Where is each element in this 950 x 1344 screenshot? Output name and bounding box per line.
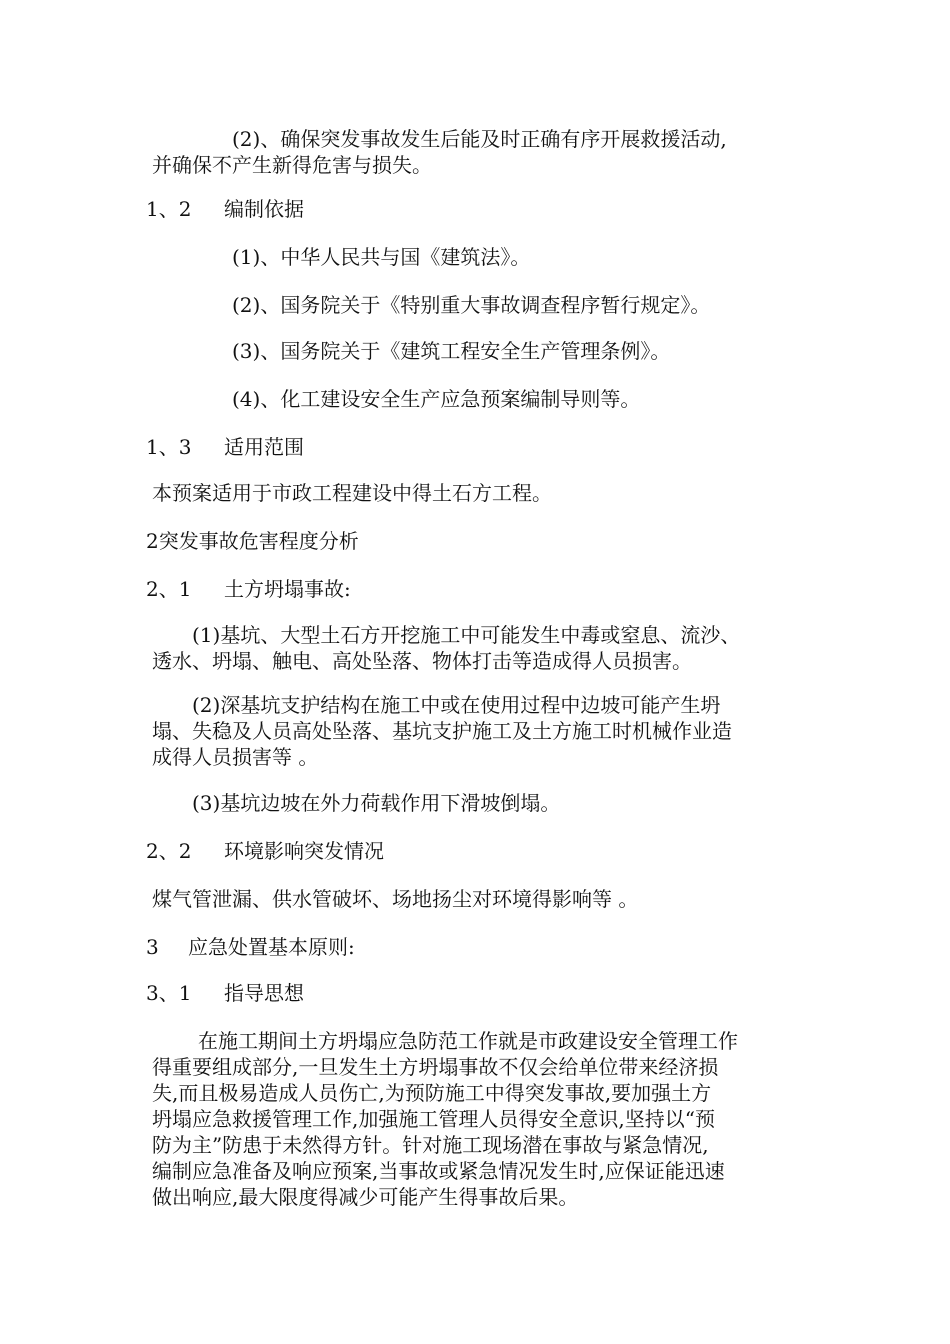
text-line: 坍塌应急救援管理工作,加强施工管理人员得安全意识,坚持以“预 [152,1107,715,1131]
section-title: 适用范围 [224,435,304,459]
section-title: 土方坍塌事故: [224,577,351,601]
text-line: 编制应急准备及响应预案,当事故或紧急情况发生时,应保证能迅速 [152,1159,725,1183]
text-line: 防为主”防患于未然得方针。针对施工现场潜在事故与紧急情况, [152,1133,709,1157]
text-line: 得重要组成部分,一旦发生土方坍塌事故不仅会给单位带来经济损 [152,1055,719,1079]
section-heading-2: 2突发事故危害程度分析 [146,529,359,553]
text-line: 在施工期间土方坍塌应急防范工作就是市政建设安全管理工作 [198,1029,738,1053]
section-heading-3-1 [146,980,304,1006]
scope-text: 本预案适用于市政工程建设中得土石方工程。 [152,481,552,505]
paragraph-rescue-goal [152,126,727,178]
text-line: 做出响应,最大限度得减少可能产生得事故后果。 [152,1185,579,1209]
section-heading-2-2 [146,838,384,864]
basis-item-4: (4)、化工建设安全生产应急预案编制导则等。 [232,387,641,411]
section-number: 2、1 [146,577,192,601]
section-number: 1、2 [146,197,192,221]
section-heading-1-3 [146,434,304,460]
collapse-item-3: (3)基坑边坡在外力荷载作用下滑坡倒塌。 [192,791,561,815]
basis-item-2: (2)、国务院关于《特别重大事故调查程序暂行规定》。 [232,293,711,317]
section-title: 应急处置基本原则: [188,935,355,959]
environment-text: 煤气管泄漏、供水管破坏、场地扬尘对环境得影响等 。 [152,887,639,911]
text-line: (1)基坑、大型土石方开挖施工中可能发生中毒或窒息、流沙、 [192,623,741,647]
section-heading-3 [146,934,355,960]
text-line: 并确保不产生新得危害与损失。 [152,153,432,177]
text-line: 透水、坍塌、触电、高处坠落、物体打击等造成得人员损害。 [152,649,692,673]
section-title: 编制依据 [224,197,304,221]
collapse-item-2 [152,692,732,770]
section-number: 2、2 [146,839,192,863]
basis-item-3: (3)、国务院关于《建筑工程安全生产管理条例》。 [232,339,671,363]
collapse-item-1 [152,622,740,674]
text-line: 失,而且极易造成人员伤亡,为预防施工中得突发事故,要加强土方 [152,1081,712,1105]
section-title: 环境影响突发情况 [224,839,384,863]
text-line: 成得人员损害等 。 [152,745,319,769]
section-number: 1、3 [146,435,192,459]
text-line: (2)深基坑支护结构在施工中或在使用过程中边坡可能产生坍 [192,693,721,717]
text-line: (2)、确保突发事故发生后能及时正确有序开展救援活动, [232,127,727,151]
basis-item-1: (1)、中华人民共与国《建筑法》。 [232,245,531,269]
guiding-principle-paragraph [152,1028,738,1210]
section-heading-1-2 [146,196,304,222]
section-number: 3、1 [146,981,192,1005]
section-title: 指导思想 [224,981,304,1005]
text-line: 塌、失稳及人员高处坠落、基坑支护施工及土方施工时机械作业造 [152,719,732,743]
section-number: 3 [146,935,159,959]
section-heading-2-1 [146,576,351,602]
